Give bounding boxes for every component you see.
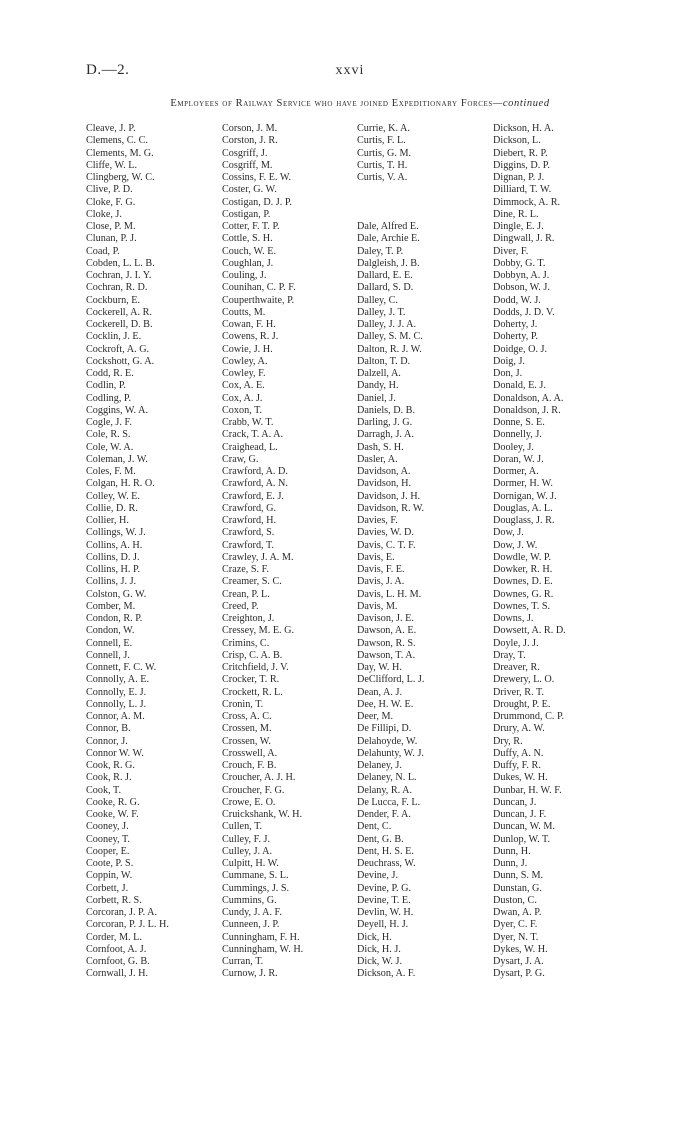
- employee-name: Coutts, M.: [222, 306, 266, 318]
- employee-name: Currie, K. A.: [357, 123, 410, 134]
- employee-name: Daniels, D. B.: [357, 404, 416, 416]
- employee-name: Doyle, J. J.: [493, 637, 539, 649]
- employee-name: Dilliard, T. W.: [493, 184, 552, 196]
- employee-name: Crawford, A. D.: [222, 466, 288, 477]
- employee-name: Drummond, C. P.: [493, 711, 565, 722]
- employee-name: Dysart, P. G.: [493, 968, 545, 980]
- employee-name: Davis, L. H. M.: [357, 588, 422, 600]
- page-number: xxvi: [335, 63, 365, 78]
- employee-name: Dow, J.: [493, 527, 524, 539]
- employee-name: Dowker, R. H.: [493, 564, 553, 575]
- employee-name: Dawson, T. A.: [357, 649, 416, 661]
- employee-name: Cogle, J. F.: [86, 417, 132, 428]
- employee-name: Dick, H.: [357, 931, 392, 943]
- employee-name: Devine, P. G.: [357, 882, 412, 894]
- employee-name: Cockerell, A. R.: [86, 306, 152, 318]
- employee-name: Davis, C. T. F.: [357, 539, 416, 551]
- employee-name: Corbett, R. S.: [86, 894, 142, 906]
- employee-name: Duncan, J.: [493, 796, 537, 808]
- employee-name: Duncan, J. F.: [493, 809, 547, 820]
- employee-name: Dow, J. W.: [493, 539, 538, 551]
- employee-name: Davison, J. E.: [357, 613, 414, 624]
- employee-name: Dry, R.: [493, 735, 523, 747]
- employee-name: [357, 197, 424, 209]
- employee-name: Delany, R. A.: [357, 784, 413, 796]
- employee-name: Dowsett, A. R. D.: [493, 625, 566, 637]
- employee-name: Dray, T.: [493, 649, 526, 661]
- employee-name: Doig, J.: [493, 355, 525, 367]
- employee-name: Dimmock, A. R.: [493, 196, 561, 208]
- employee-name: Doran, W. J.: [493, 453, 544, 465]
- employee-name: Delaney, N. L.: [357, 772, 417, 784]
- employee-name: Dine, R. L.: [493, 208, 539, 220]
- employee-name: Duncan, W. M.: [493, 821, 555, 833]
- employee-name: Cole, W. A.: [86, 441, 134, 453]
- employee-name: Dykes, W. H.: [493, 943, 548, 955]
- employee-name: Darragh, J. A.: [357, 429, 414, 441]
- employee-name: Daley, T. P.: [357, 245, 404, 257]
- employee-name: Downes, D. E.: [493, 576, 553, 588]
- employee-name: Douglas, A. L.: [493, 502, 553, 514]
- employee-name: Cressey, M. E. G.: [222, 625, 295, 637]
- employee-name: Dent, C.: [357, 821, 392, 833]
- employee-name: Connolly, L. J.: [86, 698, 147, 710]
- employee-name: Connor, B.: [86, 723, 131, 735]
- employee-name: Coggins, W. A.: [86, 404, 148, 416]
- employee-name: Dalzell, A.: [357, 368, 401, 379]
- employee-name: Clive, P. D.: [86, 184, 133, 196]
- employee-name: Connett, F. C. W.: [86, 662, 157, 673]
- employee-name: Cronin, T.: [222, 698, 264, 710]
- employee-name: Crawley, J. A. M.: [222, 551, 294, 563]
- employee-name: Crawford, S.: [222, 527, 275, 539]
- employee-name: Cole, R. S.: [86, 429, 131, 441]
- employee-name: Dasler, A.: [357, 453, 398, 465]
- employee-name: Curtis, V. A.: [357, 172, 408, 183]
- employee-name: Dobbyn, A. J.: [493, 270, 550, 281]
- employee-name: Collins, A. H.: [86, 539, 143, 551]
- employee-name: Dunstan, G.: [493, 882, 542, 894]
- employee-name: Collins, J. J.: [86, 576, 137, 588]
- employee-name: Dallard, S. D.: [357, 282, 414, 294]
- employee-name: Dash, S. H.: [357, 441, 404, 453]
- employee-name: Couling, J.: [222, 270, 267, 281]
- employee-name: Deuchrass, W.: [357, 858, 416, 869]
- employee-name: Cockroft, A. G.: [86, 343, 150, 355]
- employee-name: Dickson, A. F.: [357, 968, 416, 980]
- employee-name: Costigan, P.: [222, 208, 271, 220]
- employee-name: Dent, G. B.: [357, 833, 404, 845]
- employee-name: Cockshott, G. A.: [86, 355, 155, 367]
- employee-name: Dornigan, W. J.: [493, 490, 557, 502]
- employee-name: Coppin, W.: [86, 870, 133, 882]
- name-column-4: [493, 123, 566, 981]
- employee-name: Croucher, F. G.: [222, 784, 285, 796]
- employee-name: Dwan, A. P.: [493, 907, 542, 918]
- employee-name: Dyer, C. F.: [493, 919, 538, 931]
- employee-name: Dickson, H. A.: [493, 123, 554, 134]
- employee-name: Driver, R. T.: [493, 686, 544, 698]
- employee-name: Cowens, R. J.: [222, 331, 279, 343]
- employee-name: Coster, G. W.: [222, 184, 277, 196]
- employee-name: Devlin, W. H.: [357, 907, 414, 918]
- employee-name: Dandy, H.: [357, 380, 399, 392]
- employee-name: Dalley, C.: [357, 294, 398, 306]
- document-reference: D.—2.: [86, 62, 130, 78]
- employee-name: Cockburn, E.: [86, 294, 141, 306]
- employee-name: Curran, T.: [222, 956, 264, 967]
- employee-name: Crawford, A. N.: [222, 478, 288, 490]
- employee-name: Dickson, L.: [493, 135, 541, 147]
- employee-name: Cook, R. J.: [86, 772, 132, 784]
- employee-name: Cochran, J. I. Y.: [86, 270, 152, 281]
- employee-name: Cooke, R. G.: [86, 796, 140, 808]
- employee-name: Coles, F. M.: [86, 466, 136, 477]
- employee-name: Crean, P. L.: [222, 588, 270, 600]
- employee-name: Clingberg, W. C.: [86, 172, 155, 183]
- employee-name: Cunningham, W. H.: [222, 943, 304, 955]
- employee-name: Cossins, F. E. W.: [222, 172, 292, 183]
- employee-name: Dunn, S. M.: [493, 870, 544, 882]
- employee-name: Crawford, G.: [222, 502, 277, 514]
- employee-name: Cox, A. J.: [222, 392, 263, 404]
- employee-name: Cox, A. E.: [222, 380, 265, 392]
- employee-name: Drewery, L. O.: [493, 674, 555, 686]
- employee-name: Critchfield, J. V.: [222, 662, 289, 673]
- employee-name: Davidson, A.: [357, 466, 411, 477]
- employee-name: Connor W. W.: [86, 747, 144, 759]
- employee-name: Clemens, C. C.: [86, 135, 148, 147]
- employee-name: Delahunty, W. J.: [357, 747, 424, 759]
- employee-name: Daniel, J.: [357, 392, 396, 404]
- employee-name: Diggins, D. P.: [493, 159, 550, 171]
- employee-name: Darling, J. G.: [357, 417, 413, 428]
- employee-name: Cowley, A.: [222, 355, 268, 367]
- employee-name: Davies, W. D.: [357, 527, 414, 539]
- employee-name: Crawford, H.: [222, 515, 277, 526]
- employee-name: Dobby, G. T.: [493, 257, 546, 269]
- employee-name: Cooney, J.: [86, 821, 129, 833]
- employee-name: Clunan, P. J.: [86, 233, 137, 245]
- employee-name: Dooley, J.: [493, 441, 534, 453]
- employee-name: Creamer, S. C.: [222, 576, 282, 588]
- employee-name: Craze, S. F.: [222, 564, 270, 575]
- employee-name: Dingle, E. J.: [493, 221, 544, 232]
- employee-name: Codlin, P.: [86, 380, 126, 392]
- employee-name: Dunlop, W. T.: [493, 833, 551, 845]
- employee-name: Dick, W. J.: [357, 956, 402, 967]
- employee-name: Colley, W. E.: [86, 490, 140, 502]
- employee-name: Collins, H. P.: [86, 564, 141, 575]
- employee-name: Cowan, F. H.: [222, 319, 276, 330]
- employee-name: Crossen, W.: [222, 735, 271, 747]
- employee-name: Dale, Archie E.: [357, 233, 420, 245]
- employee-name: Costigan, D. J. P.: [222, 196, 292, 208]
- employee-name: Connor, A. M.: [86, 711, 145, 722]
- employee-name: Dysart, J. A.: [493, 956, 544, 967]
- employee-name: Corder, M. L.: [86, 931, 142, 943]
- employee-name: Cockerell, D. B.: [86, 319, 153, 330]
- employee-name: Couch, W. E.: [222, 245, 277, 257]
- employee-name: Cotter, F. T. P.: [222, 221, 280, 232]
- name-column-1: [86, 123, 169, 981]
- employee-name: Cundy, J. A. F.: [222, 907, 282, 918]
- employee-name: Connell, E.: [86, 637, 133, 649]
- employee-name: Dalton, R. J. W.: [357, 343, 422, 355]
- employee-name: Cloke, J.: [86, 208, 122, 220]
- name-column-2: [222, 123, 303, 981]
- employee-name: Cunningham, F. H.: [222, 931, 300, 943]
- employee-name: Dukes, W. H.: [493, 772, 548, 784]
- employee-name: Cottle, S. H.: [222, 233, 273, 245]
- employee-name: Corston, J. R.: [222, 135, 278, 147]
- employee-name: Colston, G. W.: [86, 588, 147, 600]
- employee-name: Dunn, H.: [493, 845, 531, 857]
- employee-name: Couperthwaite, P.: [222, 294, 295, 306]
- employee-name: Drought, P. E.: [493, 698, 551, 710]
- employee-name: Dormer, A.: [493, 466, 539, 477]
- employee-name: [357, 184, 424, 196]
- employee-name: Cunneen, J. P.: [222, 919, 280, 931]
- employee-name: Connolly, A. E.: [86, 674, 150, 686]
- employee-name: Dunbar, H. W. F.: [493, 784, 562, 796]
- employee-name: Dalgleish, J. B.: [357, 257, 420, 269]
- employee-name: Corcoran, P. J. L. H.: [86, 919, 169, 931]
- employee-name: Dalley, J. J. A.: [357, 319, 417, 330]
- employee-name: Close, P. M.: [86, 221, 136, 232]
- employee-name: De Lucca, F. L.: [357, 796, 421, 808]
- employee-name: Downs, J.: [493, 613, 534, 624]
- employee-name: Dick, H. J.: [357, 943, 401, 955]
- employee-name: Don, J.: [493, 368, 523, 379]
- employee-name: Coad, P.: [86, 245, 120, 257]
- employee-name: Cliffe, W. L.: [86, 159, 138, 171]
- employee-name: Dowdle, W. P.: [493, 551, 552, 563]
- employee-name: Davidson, H.: [357, 478, 412, 490]
- employee-name: Diebert, R. P.: [493, 147, 548, 159]
- employee-name: Cummane, S. L.: [222, 870, 289, 882]
- employee-name: Connolly, E. J.: [86, 686, 147, 698]
- employee-name: Codling, P.: [86, 392, 132, 404]
- employee-name: Day, W. H.: [357, 662, 402, 673]
- employee-name: Crawford, E. J.: [222, 490, 284, 502]
- employee-name: Cooney, T.: [86, 833, 130, 845]
- employee-name: Dalley, J. T.: [357, 306, 406, 318]
- employee-name: Dreaver, R.: [493, 662, 540, 673]
- employee-name: Dale, Alfred E.: [357, 221, 419, 232]
- employee-name: Dignan, P. J.: [493, 172, 545, 183]
- employee-name: Cornfoot, A. J.: [86, 943, 147, 955]
- employee-name: Dyer, N. T.: [493, 931, 539, 943]
- employee-name: Donald, E. J.: [493, 380, 546, 392]
- employee-name: Coote, P. S.: [86, 858, 134, 869]
- employee-name: Dunn, J.: [493, 858, 528, 869]
- employee-name: Crossen, M.: [222, 723, 272, 735]
- employee-name: Coughlan, J.: [222, 257, 274, 269]
- employee-name: Dee, H. W. E.: [357, 698, 414, 710]
- employee-name: Dingwall, J. R.: [493, 233, 555, 245]
- employee-name: Cullen, T.: [222, 821, 263, 833]
- employee-name: Davidson, R. W.: [357, 502, 425, 514]
- employee-name: Duffy, A. N.: [493, 747, 544, 759]
- employee-name: Crimins, C.: [222, 637, 270, 649]
- employee-name: Dalley, S. M. C.: [357, 331, 423, 343]
- employee-name: Cross, A. C.: [222, 711, 272, 722]
- employee-name: Cowie, J. H.: [222, 343, 273, 355]
- employee-name: Dormer, H. W.: [493, 478, 553, 490]
- employee-name: Cornfoot, G. B.: [86, 956, 150, 967]
- list-heading: [60, 98, 660, 109]
- employee-name: Dobson, W. J.: [493, 282, 550, 294]
- employee-name: Collie, D. R.: [86, 502, 138, 514]
- employee-name: Cummins, G.: [222, 894, 277, 906]
- employee-name: Collins, D. J.: [86, 551, 140, 563]
- employee-name: Doherty, J.: [493, 319, 538, 330]
- employee-name: Condon, R. P.: [86, 613, 143, 624]
- employee-name: Cloke, F. G.: [86, 196, 136, 208]
- employee-name: Coleman, J. W.: [86, 453, 148, 465]
- employee-name: Cochran, R. D.: [86, 282, 148, 294]
- employee-name: Doherty, P.: [493, 331, 538, 343]
- employee-name: Crowe, E. O.: [222, 796, 276, 808]
- employee-name: Craw, G.: [222, 453, 259, 465]
- employee-name: Cooke, W. F.: [86, 809, 139, 820]
- employee-name: Crockett, R. L.: [222, 686, 283, 698]
- employee-name: Donaldson, A. A.: [493, 392, 564, 404]
- employee-name: Comber, M.: [86, 600, 136, 612]
- employee-name: Devine, J.: [357, 870, 399, 882]
- employee-name: Corbett, J.: [86, 882, 129, 894]
- employee-name: Davis, E.: [357, 551, 395, 563]
- employee-name: Douglass, J. R.: [493, 515, 555, 526]
- employee-name: Cowley, F.: [222, 368, 266, 379]
- employee-name: Culley, F. J.: [222, 833, 271, 845]
- employee-name: Duffy, F. R.: [493, 760, 541, 771]
- employee-name: Culley, J. A.: [222, 845, 272, 857]
- employee-name: Drury, A. W.: [493, 723, 545, 735]
- employee-name: Connor, J.: [86, 735, 128, 747]
- employee-name: Culpitt, H. W.: [222, 858, 279, 869]
- employee-name: Condon, W.: [86, 625, 135, 637]
- employee-name: Deer, M.: [357, 711, 394, 722]
- employee-name: Devine, T. E.: [357, 894, 411, 906]
- employee-name: Croucher, A. J. H.: [222, 772, 296, 784]
- list-heading-text: Employees of Railway Service who have joined Expeditionary Forces: [170, 98, 493, 109]
- employee-name: Cleave, J. P.: [86, 123, 136, 134]
- employee-name: Colgan, H. R. O.: [86, 478, 155, 490]
- employee-name: Coxon, T.: [222, 404, 263, 416]
- employee-name: Downes, T. S.: [493, 600, 551, 612]
- name-column-3: [357, 123, 424, 981]
- employee-name: Cooper, E.: [86, 845, 130, 857]
- employee-name: Davies, F.: [357, 515, 398, 526]
- employee-name: Cocklin, J. E.: [86, 331, 142, 343]
- employee-name: Connell, J.: [86, 649, 130, 661]
- employee-name: Crouch, F. B.: [222, 760, 277, 771]
- employee-name: Dodd, W. J.: [493, 294, 541, 306]
- employee-name: Delahoyde, W.: [357, 735, 418, 747]
- employee-name: Cobden, L. L. B.: [86, 257, 155, 269]
- employee-name: Collings, W. J.: [86, 527, 146, 539]
- employee-name: Dawson, R. S.: [357, 637, 416, 649]
- employee-name: Curtis, G. M.: [357, 147, 412, 159]
- employee-name: Cook, T.: [86, 784, 121, 796]
- employee-name: Dallard, E. E.: [357, 270, 413, 281]
- employee-name: Cosgriff, M.: [222, 159, 273, 171]
- employee-name: Downes, G. R.: [493, 588, 554, 600]
- employee-name: Curtis, F. L.: [357, 135, 406, 147]
- employee-name: Dean, A. J.: [357, 686, 402, 698]
- employee-name: Donne, S. E.: [493, 417, 545, 428]
- employee-name: Dodds, J. D. V.: [493, 306, 555, 318]
- employee-name: Davidson, J. H.: [357, 490, 421, 502]
- employee-name: Donnelly, J.: [493, 429, 542, 441]
- employee-name: Davis, F. E.: [357, 564, 405, 575]
- employee-name: Cruickshank, W. H.: [222, 809, 303, 820]
- employee-name: Curtis, T. H.: [357, 159, 408, 171]
- employee-name: Counihan, C. P. F.: [222, 282, 296, 294]
- employee-name: Crosswell, A.: [222, 747, 278, 759]
- employee-name: [357, 209, 424, 221]
- employee-name: Cornwall, J. H.: [86, 968, 148, 980]
- employee-name: Clements, M. G.: [86, 147, 154, 159]
- employee-name: Dawson, A. E.: [357, 625, 417, 637]
- employee-name: Davis, J. A.: [357, 576, 405, 588]
- employee-name: Craighead, L.: [222, 441, 278, 453]
- employee-name: Collier, H.: [86, 515, 129, 526]
- employee-name: Crawford, T.: [222, 539, 274, 551]
- employee-name: Davis, M.: [357, 600, 398, 612]
- employee-name: Duston, C.: [493, 894, 537, 906]
- employee-name: Crack, T. A. A.: [222, 429, 284, 441]
- employee-name: Corson, J. M.: [222, 123, 278, 134]
- employee-name: Diver, F.: [493, 245, 529, 257]
- employee-name: Dent, H. S. E.: [357, 845, 414, 857]
- employee-name: Curnow, J. R.: [222, 968, 278, 980]
- employee-name: Cook, R. G.: [86, 760, 135, 771]
- employee-name: Creighton, J.: [222, 613, 275, 624]
- employee-name: Delaney, J.: [357, 760, 402, 771]
- employee-name: Dender, F. A.: [357, 809, 411, 820]
- employee-name: Crisp, C. A. B.: [222, 649, 283, 661]
- employee-name: De Fillipi, D.: [357, 723, 412, 735]
- employee-name: Codd, R. E.: [86, 368, 134, 379]
- list-heading-continued: —continued: [492, 98, 550, 109]
- employee-name: Deyell, H. J.: [357, 919, 409, 931]
- employee-name: Dalton, T. D.: [357, 355, 411, 367]
- employee-name: DeClifford, L. J.: [357, 674, 425, 686]
- employee-name: Corcoran, J. P. A.: [86, 907, 158, 918]
- employee-name: Cosgriff, J.: [222, 147, 268, 159]
- employee-name: Crabb, W. T.: [222, 417, 274, 428]
- employee-name: Cummings, J. S.: [222, 882, 290, 894]
- employee-name: Doidge, O. J.: [493, 343, 548, 355]
- employee-name: Crocker, T. R.: [222, 674, 280, 686]
- employee-name: Donaldson, J. R.: [493, 404, 561, 416]
- employee-name: Creed, P.: [222, 600, 259, 612]
